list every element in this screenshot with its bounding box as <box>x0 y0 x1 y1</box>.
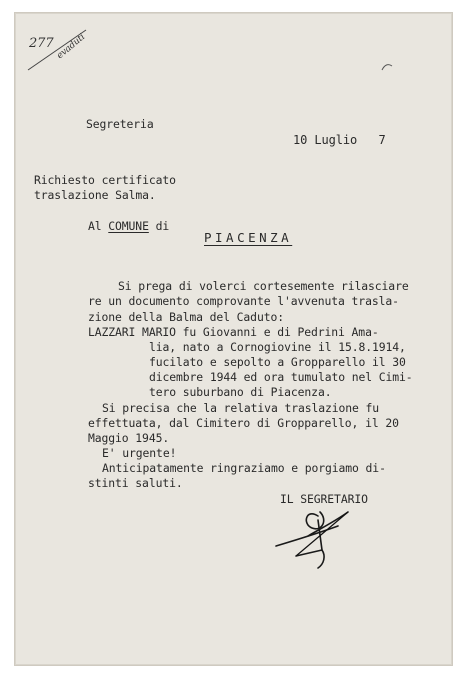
body-line: lia, nato a Cornogiovine il 15.8.1914, <box>149 340 406 354</box>
body-line: E' urgente! <box>102 446 177 460</box>
subject-line-1: Richiesto certificato <box>34 173 176 187</box>
body-line: Anticipatamente ringraziamo e porgiamo di- <box>102 461 386 475</box>
recipient-suffix: di <box>148 219 170 233</box>
signature-title: IL SEGRETARIO <box>280 492 368 506</box>
body-line: effettuata, dal Cimitero di Gropparello, il 20 <box>88 416 399 430</box>
body-line: Si prega di volerci cortesemente rilasciare <box>118 279 409 293</box>
body-line: re un documento comprovante l'avvenuta trasla- <box>88 294 399 308</box>
corner-number-note: 277 <box>29 36 54 51</box>
subject-line-2: traslazione Salma. <box>34 188 156 202</box>
body-line: Maggio 1945. <box>88 431 170 445</box>
body-line: tero suburbano di Piacenza. <box>149 385 332 399</box>
recipient-prefix: Al <box>88 219 109 233</box>
body-line: zione della Balma del Caduto: <box>88 310 284 324</box>
recipient-city: PIACENZA <box>204 230 293 245</box>
body-line: Si precisa che la relativa traslazione fu <box>102 401 380 415</box>
office-label: Segreteria <box>86 117 154 131</box>
corner-word-note: evaduti <box>55 32 88 62</box>
body-line: fucilato e sepolto a Gropparello il 30 <box>149 355 406 369</box>
body-line: stinti saluti. <box>88 476 183 490</box>
body-line: LAZZARI MARIO fu Giovanni e di Pedrini Ama- <box>88 325 379 339</box>
recipient-line <box>88 219 169 234</box>
recipient-underlined: COMUNE <box>108 219 149 233</box>
body-line: dicembre 1944 ed ora tumulato nel Cimi- <box>149 370 413 384</box>
date-line: 10 Luglio 7 <box>293 133 386 147</box>
